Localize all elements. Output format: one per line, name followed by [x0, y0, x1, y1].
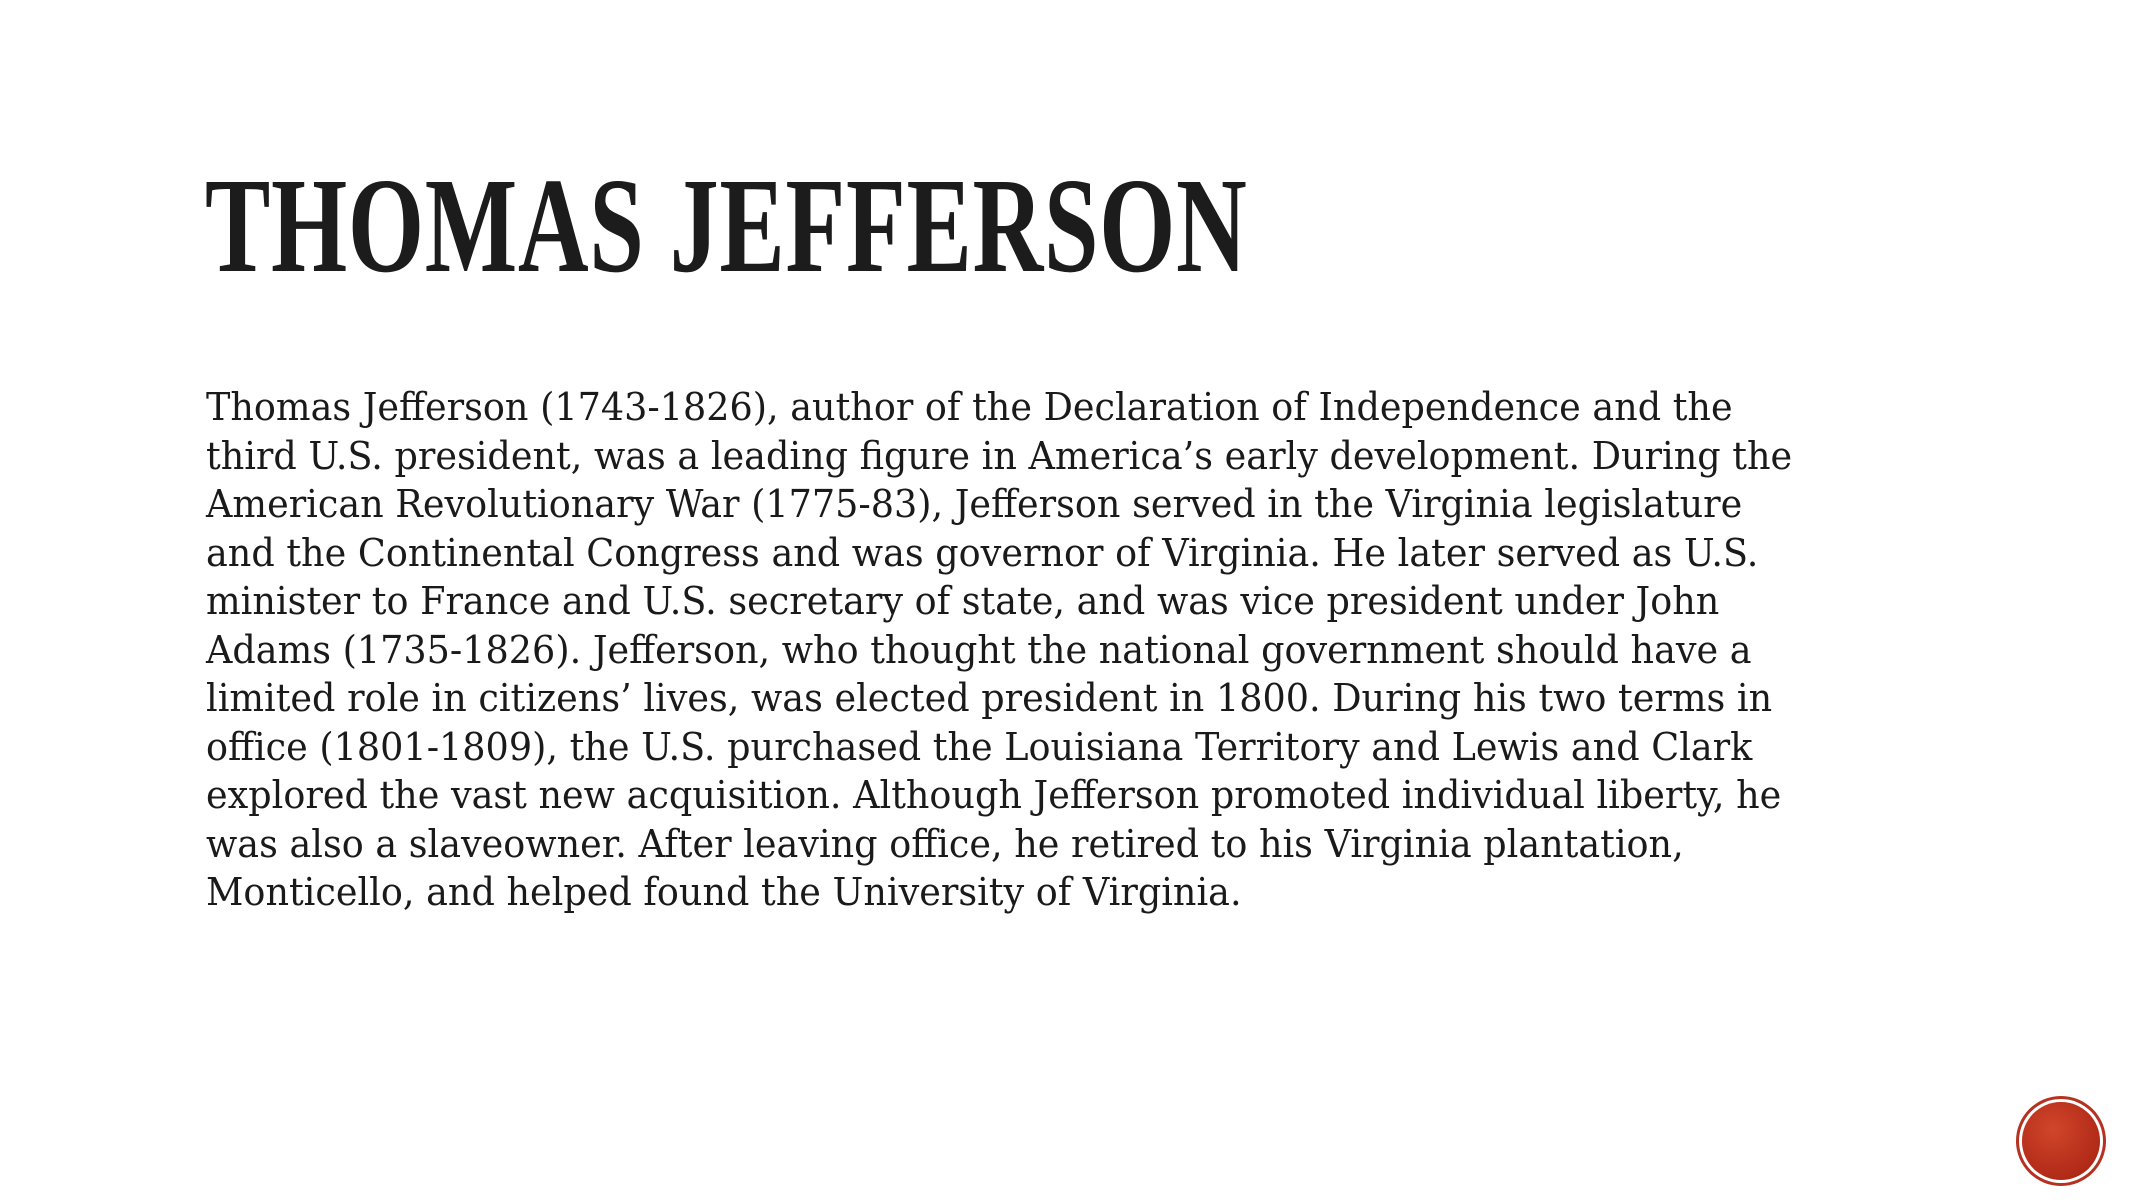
slide-nav-button[interactable] [2022, 1102, 2100, 1180]
body-line: explored the vast new acquisition. Although Jefferson promoted individual liberty, he [206, 773, 1782, 817]
body-line: and the Continental Congress and was governor of Virginia. He later served as U.S. [206, 530, 1759, 575]
body-line: limited role in citizens’ lives, was elected president in 1800. During his two terms in [206, 676, 1773, 720]
body-line: minister to France and U.S. secretary of state, and was vice president under John [206, 579, 1720, 623]
body-line: Thomas Jefferson (1743-1826), author of the Declaration of Independence and the [206, 385, 1733, 429]
body-line: office (1801-1809), the U.S. purchased the Louisiana Territory and Lewis and Clark [206, 724, 1753, 769]
slide-title: THOMAS JEFFERSON [205, 151, 1248, 301]
body-line: third U.S. president, was a leading figure in America’s early development. During the [206, 433, 1793, 478]
body-line: Adams (1735-1826). Jefferson, who thought the national government should have a [206, 627, 1752, 672]
body-line: American Revolutionary War (1775-83), Jefferson served in the Virginia legislature [206, 482, 1743, 526]
slide-body-text [206, 383, 1996, 917]
body-line: was also a slaveowner. After leaving office, he retired to his Virginia plantation, [206, 821, 1684, 866]
body-line: Monticello, and helped found the University of Virginia. [206, 870, 1242, 914]
